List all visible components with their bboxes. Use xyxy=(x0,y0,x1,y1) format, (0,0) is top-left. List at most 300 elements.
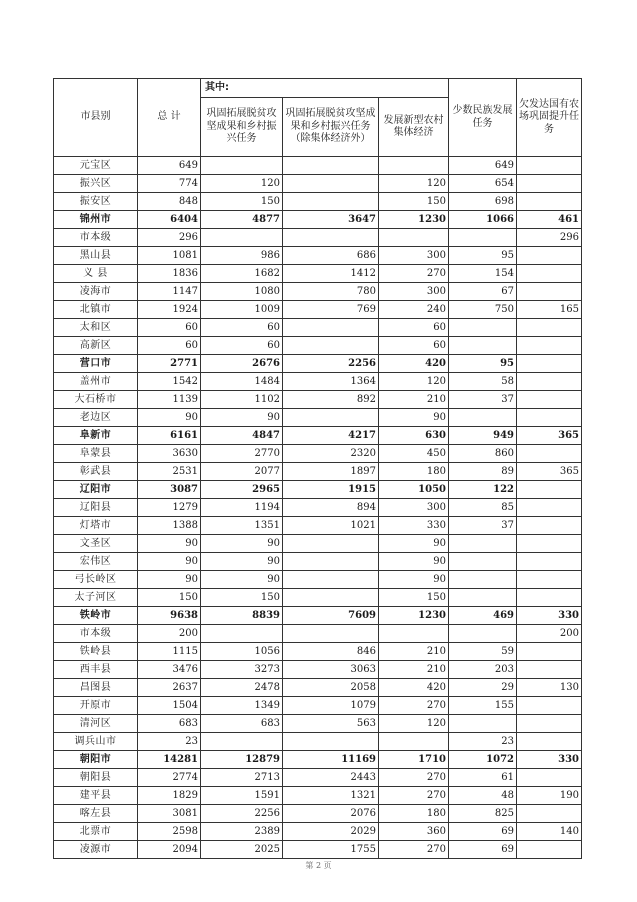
region-cell: 宏伟区 xyxy=(54,553,138,571)
collective-economy-cell: 120 xyxy=(379,175,449,193)
revitalization-excl-collective-cell: 2443 xyxy=(283,769,379,787)
total-cell: 3087 xyxy=(138,481,201,499)
ethnic-task-cell xyxy=(449,319,517,337)
total-cell: 14281 xyxy=(138,751,201,769)
table-row xyxy=(54,661,582,679)
collective-economy-cell: 210 xyxy=(379,661,449,679)
revitalization-excl-collective-cell xyxy=(283,337,379,355)
ethnic-task-cell xyxy=(449,571,517,589)
total-cell: 2598 xyxy=(138,823,201,841)
ethnic-task-cell: 949 xyxy=(449,427,517,445)
total-cell: 6404 xyxy=(138,211,201,229)
revitalization-excl-collective-cell xyxy=(283,571,379,589)
revitalization-cell: 2770 xyxy=(201,445,283,463)
collective-economy-cell: 360 xyxy=(379,823,449,841)
state-farm-task-cell xyxy=(517,265,582,283)
table-row xyxy=(54,193,582,211)
table-row xyxy=(54,679,582,697)
table-row xyxy=(54,229,582,247)
total-cell: 1139 xyxy=(138,391,201,409)
revitalization-excl-collective-header: 巩固拓展脱贫攻坚成果和乡村振兴任务（除集体经济外） xyxy=(283,98,379,157)
region-cell: 黑山县 xyxy=(54,247,138,265)
revitalization-excl-collective-cell: 1364 xyxy=(283,373,379,391)
collective-economy-cell: 120 xyxy=(379,373,449,391)
revitalization-cell: 90 xyxy=(201,553,283,571)
table-row xyxy=(54,715,582,733)
revitalization-excl-collective-cell: 2058 xyxy=(283,679,379,697)
revitalization-excl-collective-cell: 11169 xyxy=(283,751,379,769)
total-cell: 1279 xyxy=(138,499,201,517)
region-cell: 老边区 xyxy=(54,409,138,427)
revitalization-cell: 1682 xyxy=(201,265,283,283)
revitalization-cell: 1080 xyxy=(201,283,283,301)
collective-economy-header: 发展新型农村集体经济 xyxy=(379,98,449,157)
collective-economy-cell: 90 xyxy=(379,535,449,553)
table-row xyxy=(54,391,582,409)
revitalization-excl-collective-cell: 7609 xyxy=(283,607,379,625)
total-cell: 1147 xyxy=(138,283,201,301)
city-total-row xyxy=(54,427,582,445)
region-cell: 营口市 xyxy=(54,355,138,373)
collective-economy-cell: 420 xyxy=(379,679,449,697)
ethnic-task-cell: 85 xyxy=(449,499,517,517)
total-cell: 200 xyxy=(138,625,201,643)
total-cell: 1836 xyxy=(138,265,201,283)
ethnic-task-cell: 122 xyxy=(449,481,517,499)
revitalization-excl-collective-cell: 894 xyxy=(283,499,379,517)
collective-economy-cell: 300 xyxy=(379,499,449,517)
total-cell: 1829 xyxy=(138,787,201,805)
state-farm-task-cell xyxy=(517,373,582,391)
region-cell: 振兴区 xyxy=(54,175,138,193)
ethnic-task-cell: 23 xyxy=(449,733,517,751)
table-row xyxy=(54,733,582,751)
ethnic-task-cell: 67 xyxy=(449,283,517,301)
table-row xyxy=(54,805,582,823)
table-header xyxy=(54,79,582,157)
region-cell: 锦州市 xyxy=(54,211,138,229)
revitalization-cell: 150 xyxy=(201,193,283,211)
region-cell: 阜新市 xyxy=(54,427,138,445)
table-row xyxy=(54,499,582,517)
city-total-row xyxy=(54,481,582,499)
state-farm-task-cell xyxy=(517,589,582,607)
revitalization-excl-collective-cell: 1412 xyxy=(283,265,379,283)
region-cell: 元宝区 xyxy=(54,157,138,175)
region-cell: 大石桥市 xyxy=(54,391,138,409)
ethnic-task-cell xyxy=(449,337,517,355)
ethnic-task-cell xyxy=(449,535,517,553)
collective-economy-cell xyxy=(379,625,449,643)
region-cell: 清河区 xyxy=(54,715,138,733)
of-which-header: 其中: xyxy=(201,79,449,98)
state-farm-task-cell xyxy=(517,553,582,571)
table-row xyxy=(54,445,582,463)
revitalization-cell: 1194 xyxy=(201,499,283,517)
state-farm-task-cell xyxy=(517,805,582,823)
state-farm-task-cell xyxy=(517,733,582,751)
region-cell: 灯塔市 xyxy=(54,517,138,535)
region-cell: 朝阳县 xyxy=(54,769,138,787)
collective-economy-cell: 60 xyxy=(379,337,449,355)
ethnic-task-cell: 649 xyxy=(449,157,517,175)
revitalization-cell: 4847 xyxy=(201,427,283,445)
state-farm-task-cell xyxy=(517,175,582,193)
ethnic-task-cell: 37 xyxy=(449,517,517,535)
revitalization-cell xyxy=(201,157,283,175)
total-cell: 90 xyxy=(138,571,201,589)
table-row xyxy=(54,337,582,355)
total-cell: 3476 xyxy=(138,661,201,679)
ethnic-task-cell xyxy=(449,553,517,571)
collective-economy-cell: 60 xyxy=(379,319,449,337)
collective-economy-cell: 270 xyxy=(379,265,449,283)
total-cell: 23 xyxy=(138,733,201,751)
revitalization-excl-collective-cell xyxy=(283,229,379,247)
collective-economy-cell: 420 xyxy=(379,355,449,373)
revitalization-cell: 2478 xyxy=(201,679,283,697)
table-row xyxy=(54,283,582,301)
revitalization-excl-collective-cell: 1755 xyxy=(283,841,379,859)
table-row xyxy=(54,553,582,571)
revitalization-excl-collective-cell: 2320 xyxy=(283,445,379,463)
total-cell: 60 xyxy=(138,337,201,355)
region-cell: 义 县 xyxy=(54,265,138,283)
collective-economy-cell: 120 xyxy=(379,715,449,733)
revitalization-excl-collective-cell: 2256 xyxy=(283,355,379,373)
city-total-row xyxy=(54,751,582,769)
ethnic-task-cell: 95 xyxy=(449,355,517,373)
table-row xyxy=(54,571,582,589)
revitalization-excl-collective-cell: 3063 xyxy=(283,661,379,679)
state-farm-task-cell xyxy=(517,661,582,679)
region-cell: 朝阳市 xyxy=(54,751,138,769)
revitalization-cell: 8839 xyxy=(201,607,283,625)
region-header: 市县别 xyxy=(54,79,138,157)
revitalization-cell: 90 xyxy=(201,571,283,589)
total-header: 总 计 xyxy=(138,79,201,157)
state-farm-task-cell xyxy=(517,283,582,301)
total-cell: 774 xyxy=(138,175,201,193)
revitalization-cell: 2676 xyxy=(201,355,283,373)
collective-economy-cell: 300 xyxy=(379,283,449,301)
table-row xyxy=(54,841,582,859)
revitalization-excl-collective-cell xyxy=(283,535,379,553)
total-cell: 2531 xyxy=(138,463,201,481)
total-cell: 649 xyxy=(138,157,201,175)
region-cell: 喀左县 xyxy=(54,805,138,823)
ethnic-task-cell: 698 xyxy=(449,193,517,211)
collective-economy-cell: 630 xyxy=(379,427,449,445)
region-cell: 北镇市 xyxy=(54,301,138,319)
revitalization-cell: 60 xyxy=(201,337,283,355)
page-number: 第 2 页 xyxy=(305,861,332,870)
state-farm-task-cell xyxy=(517,355,582,373)
city-total-row xyxy=(54,355,582,373)
revitalization-excl-collective-cell xyxy=(283,157,379,175)
table-row xyxy=(54,409,582,427)
revitalization-cell: 2389 xyxy=(201,823,283,841)
collective-economy-cell: 1230 xyxy=(379,607,449,625)
revitalization-cell xyxy=(201,229,283,247)
ethnic-task-cell xyxy=(449,589,517,607)
region-cell: 辽阳县 xyxy=(54,499,138,517)
total-cell: 1542 xyxy=(138,373,201,391)
revitalization-excl-collective-cell: 892 xyxy=(283,391,379,409)
ethnic-task-cell: 469 xyxy=(449,607,517,625)
state-farm-task-cell: 165 xyxy=(517,301,582,319)
revitalization-cell: 1102 xyxy=(201,391,283,409)
total-cell: 1388 xyxy=(138,517,201,535)
state-farm-task-cell: 330 xyxy=(517,607,582,625)
table-row xyxy=(54,463,582,481)
collective-economy-cell xyxy=(379,157,449,175)
city-total-row xyxy=(54,211,582,229)
revitalization-excl-collective-cell: 4217 xyxy=(283,427,379,445)
state-farm-task-cell: 365 xyxy=(517,463,582,481)
table-row xyxy=(54,319,582,337)
collective-economy-cell: 300 xyxy=(379,247,449,265)
revitalization-cell: 1009 xyxy=(201,301,283,319)
state-farm-task-cell: 461 xyxy=(517,211,582,229)
state-farm-task-cell xyxy=(517,247,582,265)
region-cell: 市本级 xyxy=(54,625,138,643)
revitalization-excl-collective-cell: 2029 xyxy=(283,823,379,841)
region-cell: 盖州市 xyxy=(54,373,138,391)
revitalization-excl-collective-cell: 3647 xyxy=(283,211,379,229)
total-cell: 150 xyxy=(138,589,201,607)
revitalization-excl-collective-cell xyxy=(283,589,379,607)
revitalization-excl-collective-cell xyxy=(283,409,379,427)
ethnic-task-cell: 654 xyxy=(449,175,517,193)
revitalization-excl-collective-cell: 780 xyxy=(283,283,379,301)
total-cell: 90 xyxy=(138,409,201,427)
ethnic-task-header: 少数民族发展任务 xyxy=(449,79,517,157)
state-farm-task-cell: 330 xyxy=(517,751,582,769)
table-row xyxy=(54,373,582,391)
revitalization-cell: 2025 xyxy=(201,841,283,859)
state-farm-task-cell xyxy=(517,643,582,661)
region-cell: 西丰县 xyxy=(54,661,138,679)
state-farm-task-cell xyxy=(517,769,582,787)
ethnic-task-cell: 860 xyxy=(449,445,517,463)
collective-economy-cell: 330 xyxy=(379,517,449,535)
total-cell: 2094 xyxy=(138,841,201,859)
revitalization-excl-collective-cell xyxy=(283,319,379,337)
region-cell: 阜蒙县 xyxy=(54,445,138,463)
total-cell: 1924 xyxy=(138,301,201,319)
revitalization-cell: 683 xyxy=(201,715,283,733)
state-farm-task-cell xyxy=(517,481,582,499)
city-total-row xyxy=(54,607,582,625)
total-cell: 848 xyxy=(138,193,201,211)
total-cell: 296 xyxy=(138,229,201,247)
state-farm-task-cell xyxy=(517,409,582,427)
ethnic-task-cell: 89 xyxy=(449,463,517,481)
ethnic-task-cell: 95 xyxy=(449,247,517,265)
revitalization-excl-collective-cell: 1321 xyxy=(283,787,379,805)
ethnic-task-cell: 69 xyxy=(449,841,517,859)
total-cell: 1081 xyxy=(138,247,201,265)
revitalization-excl-collective-cell: 563 xyxy=(283,715,379,733)
revitalization-cell: 4877 xyxy=(201,211,283,229)
revitalization-excl-collective-cell: 1079 xyxy=(283,697,379,715)
ethnic-task-cell xyxy=(449,409,517,427)
revitalization-cell: 60 xyxy=(201,319,283,337)
collective-economy-cell: 90 xyxy=(379,553,449,571)
region-cell: 建平县 xyxy=(54,787,138,805)
state-farm-task-cell: 130 xyxy=(517,679,582,697)
ethnic-task-cell: 825 xyxy=(449,805,517,823)
collective-economy-cell: 270 xyxy=(379,769,449,787)
region-cell: 市本级 xyxy=(54,229,138,247)
table-row xyxy=(54,265,582,283)
total-cell: 2771 xyxy=(138,355,201,373)
region-cell: 铁岭市 xyxy=(54,607,138,625)
collective-economy-cell: 270 xyxy=(379,787,449,805)
table-row xyxy=(54,535,582,553)
region-cell: 凌源市 xyxy=(54,841,138,859)
region-cell: 辽阳市 xyxy=(54,481,138,499)
collective-economy-cell xyxy=(379,229,449,247)
table-row xyxy=(54,625,582,643)
region-cell: 开原市 xyxy=(54,697,138,715)
collective-economy-cell: 1230 xyxy=(379,211,449,229)
state-farm-task-cell xyxy=(517,157,582,175)
state-farm-task-cell: 200 xyxy=(517,625,582,643)
state-farm-task-cell xyxy=(517,193,582,211)
total-cell: 2774 xyxy=(138,769,201,787)
state-farm-task-cell xyxy=(517,841,582,859)
state-farm-task-cell: 365 xyxy=(517,427,582,445)
revitalization-cell: 1056 xyxy=(201,643,283,661)
revitalization-excl-collective-cell: 1915 xyxy=(283,481,379,499)
revitalization-excl-collective-cell: 686 xyxy=(283,247,379,265)
total-cell: 3081 xyxy=(138,805,201,823)
table-row xyxy=(54,301,582,319)
ethnic-task-cell: 29 xyxy=(449,679,517,697)
state-farm-task-cell xyxy=(517,517,582,535)
revitalization-cell: 2077 xyxy=(201,463,283,481)
state-farm-task-cell xyxy=(517,319,582,337)
ethnic-task-cell: 155 xyxy=(449,697,517,715)
revitalization-excl-collective-cell xyxy=(283,175,379,193)
region-cell: 太子河区 xyxy=(54,589,138,607)
region-cell: 高新区 xyxy=(54,337,138,355)
total-cell: 90 xyxy=(138,535,201,553)
region-cell: 昌图县 xyxy=(54,679,138,697)
state-farm-task-cell: 140 xyxy=(517,823,582,841)
revitalization-cell: 1351 xyxy=(201,517,283,535)
total-cell: 6161 xyxy=(138,427,201,445)
revitalization-cell: 1591 xyxy=(201,787,283,805)
state-farm-task-cell xyxy=(517,697,582,715)
collective-economy-cell: 180 xyxy=(379,805,449,823)
revitalization-cell: 90 xyxy=(201,409,283,427)
table-row xyxy=(54,157,582,175)
state-farm-task-cell xyxy=(517,499,582,517)
region-cell: 弓长岭区 xyxy=(54,571,138,589)
revitalization-cell: 2713 xyxy=(201,769,283,787)
revitalization-cell: 2965 xyxy=(201,481,283,499)
revitalization-cell: 2256 xyxy=(201,805,283,823)
revitalization-cell: 150 xyxy=(201,589,283,607)
allocation-table xyxy=(53,78,582,859)
table-row xyxy=(54,175,582,193)
revitalization-excl-collective-cell: 1897 xyxy=(283,463,379,481)
total-cell: 1504 xyxy=(138,697,201,715)
region-cell: 北票市 xyxy=(54,823,138,841)
ethnic-task-cell: 58 xyxy=(449,373,517,391)
total-cell: 90 xyxy=(138,553,201,571)
revitalization-cell: 12879 xyxy=(201,751,283,769)
ethnic-task-cell xyxy=(449,229,517,247)
revitalization-cell: 120 xyxy=(201,175,283,193)
collective-economy-cell: 1710 xyxy=(379,751,449,769)
collective-economy-cell xyxy=(379,733,449,751)
region-cell: 铁岭县 xyxy=(54,643,138,661)
revitalization-cell: 90 xyxy=(201,535,283,553)
total-cell: 683 xyxy=(138,715,201,733)
state-farm-task-cell xyxy=(517,571,582,589)
ethnic-task-cell: 203 xyxy=(449,661,517,679)
revitalization-cell: 3273 xyxy=(201,661,283,679)
revitalization-cell: 1484 xyxy=(201,373,283,391)
revitalization-cell xyxy=(201,733,283,751)
ethnic-task-cell: 69 xyxy=(449,823,517,841)
table-row xyxy=(54,517,582,535)
collective-economy-cell: 270 xyxy=(379,841,449,859)
collective-economy-cell: 150 xyxy=(379,193,449,211)
table-row xyxy=(54,589,582,607)
revitalization-cell: 1349 xyxy=(201,697,283,715)
collective-economy-cell: 1050 xyxy=(379,481,449,499)
state-farm-task-cell: 190 xyxy=(517,787,582,805)
collective-economy-cell: 180 xyxy=(379,463,449,481)
ethnic-task-cell: 154 xyxy=(449,265,517,283)
total-cell: 9638 xyxy=(138,607,201,625)
state-farm-task-header: 欠发达国有农场巩固提升任务 xyxy=(517,79,582,157)
state-farm-task-cell xyxy=(517,715,582,733)
ethnic-task-cell: 37 xyxy=(449,391,517,409)
table-row xyxy=(54,247,582,265)
table-body xyxy=(54,157,582,859)
revitalization-excl-collective-cell xyxy=(283,625,379,643)
state-farm-task-cell xyxy=(517,337,582,355)
revitalization-excl-collective-cell: 846 xyxy=(283,643,379,661)
state-farm-task-cell xyxy=(517,535,582,553)
revitalization-excl-collective-cell xyxy=(283,553,379,571)
ethnic-task-cell xyxy=(449,625,517,643)
ethnic-task-cell: 1072 xyxy=(449,751,517,769)
revitalization-cell: 986 xyxy=(201,247,283,265)
table-row xyxy=(54,697,582,715)
ethnic-task-cell: 1066 xyxy=(449,211,517,229)
table-row xyxy=(54,823,582,841)
collective-economy-cell: 450 xyxy=(379,445,449,463)
ethnic-task-cell: 61 xyxy=(449,769,517,787)
revitalization-cell xyxy=(201,625,283,643)
revitalization-excl-collective-cell: 769 xyxy=(283,301,379,319)
revitalization-excl-collective-cell: 1021 xyxy=(283,517,379,535)
ethnic-task-cell: 59 xyxy=(449,643,517,661)
ethnic-task-cell xyxy=(449,715,517,733)
region-cell: 彰武县 xyxy=(54,463,138,481)
collective-economy-cell: 90 xyxy=(379,409,449,427)
region-cell: 调兵山市 xyxy=(54,733,138,751)
total-cell: 3630 xyxy=(138,445,201,463)
region-cell: 振安区 xyxy=(54,193,138,211)
